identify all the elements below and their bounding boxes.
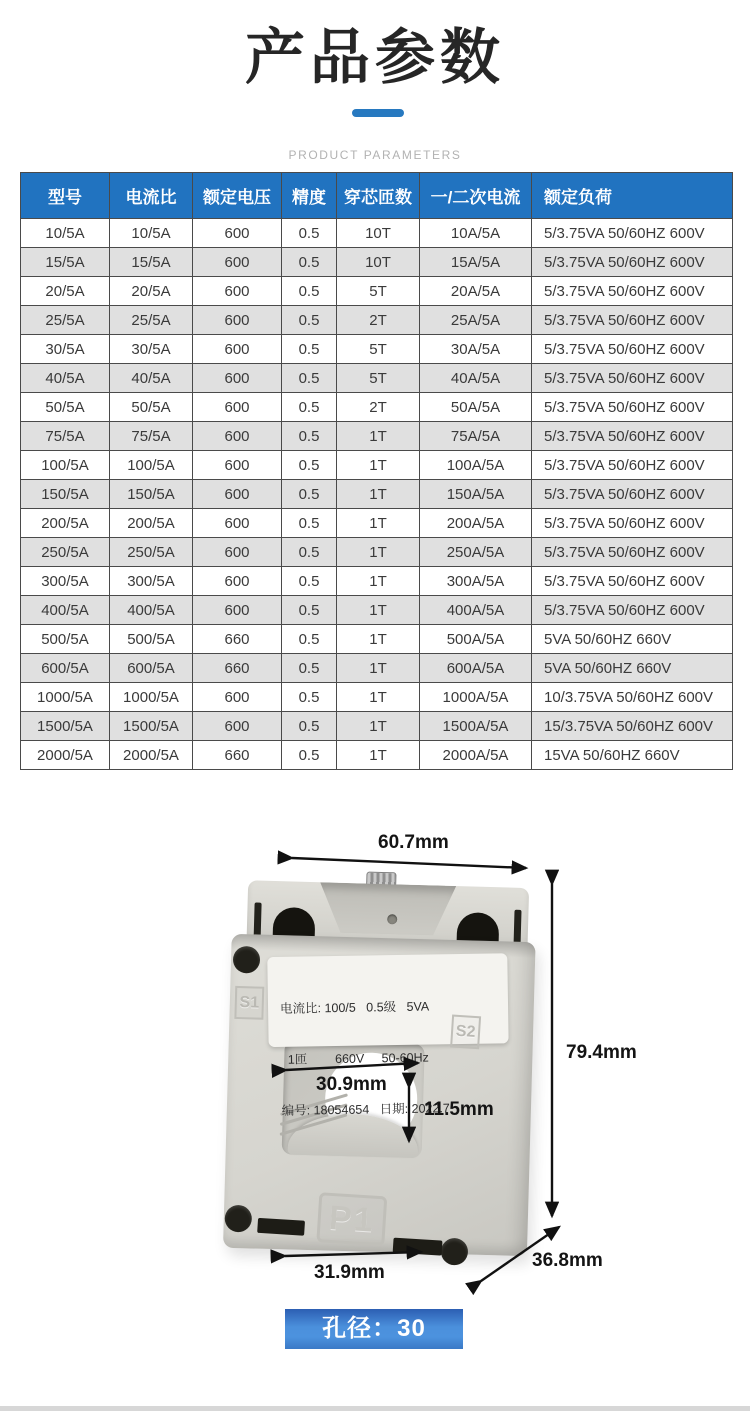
table-cell: 0.5 bbox=[282, 248, 337, 277]
table-cell: 660 bbox=[193, 625, 282, 654]
table-cell: 0.5 bbox=[282, 741, 337, 770]
table-cell: 150A/5A bbox=[420, 480, 532, 509]
dim-depth: 36.8mm bbox=[532, 1250, 603, 1271]
table-cell: 0.5 bbox=[282, 364, 337, 393]
table-cell: 250/5A bbox=[110, 538, 193, 567]
table-cell: 500/5A bbox=[21, 625, 110, 654]
table-cell: 0.5 bbox=[282, 654, 337, 683]
table-cell: 250A/5A bbox=[420, 538, 532, 567]
table-cell: 600 bbox=[193, 277, 282, 306]
table-cell: 0.5 bbox=[282, 422, 337, 451]
table-cell: 600 bbox=[193, 509, 282, 538]
table-cell: 5/3.75VA 50/60HZ 600V bbox=[532, 248, 733, 277]
table-cell: 75/5A bbox=[21, 422, 110, 451]
terminal-marking-s2: S2 bbox=[450, 1014, 481, 1049]
table-cell: 660 bbox=[193, 741, 282, 770]
dim-hole-height: 11.5mm bbox=[424, 1099, 494, 1120]
table-cell: 75A/5A bbox=[420, 422, 532, 451]
table-cell: 600 bbox=[193, 364, 282, 393]
table-cell: 15/5A bbox=[21, 248, 110, 277]
table-cell: 150/5A bbox=[21, 480, 110, 509]
table-cell: 5/3.75VA 50/60HZ 600V bbox=[532, 364, 733, 393]
page-title: 产品参数 bbox=[245, 24, 505, 91]
table-cell: 15A/5A bbox=[420, 248, 532, 277]
table-cell: 300/5A bbox=[21, 567, 110, 596]
table-row bbox=[21, 538, 733, 567]
table-row bbox=[21, 277, 733, 306]
table-cell: 0.5 bbox=[282, 625, 337, 654]
table-cell: 1T bbox=[337, 509, 420, 538]
product-figure bbox=[0, 810, 750, 1370]
table-cell: 10A/5A bbox=[420, 219, 532, 248]
table-cell: 0.5 bbox=[282, 480, 337, 509]
table-cell: 1000/5A bbox=[21, 683, 110, 712]
table-cell: 40/5A bbox=[110, 364, 193, 393]
table-cell: 500/5A bbox=[110, 625, 193, 654]
table-cell: 5/3.75VA 50/60HZ 600V bbox=[532, 422, 733, 451]
page-subtitle: PRODUCT PARAMETERS bbox=[288, 148, 462, 162]
table-row bbox=[21, 567, 733, 596]
table-cell: 10T bbox=[337, 248, 420, 277]
table-cell: 10/3.75VA 50/60HZ 600V bbox=[532, 683, 733, 712]
header-cell: 额定电压 bbox=[193, 173, 282, 219]
table-cell: 2000/5A bbox=[110, 741, 193, 770]
table-cell: 660 bbox=[193, 654, 282, 683]
terminal-marking-p1: P1 bbox=[316, 1192, 387, 1246]
table-cell: 600 bbox=[193, 219, 282, 248]
spec-table bbox=[20, 172, 733, 770]
table-cell: 5VA 50/60HZ 660V bbox=[532, 654, 733, 683]
table-cell: 15/3.75VA 50/60HZ 600V bbox=[532, 712, 733, 741]
table-cell: 40A/5A bbox=[420, 364, 532, 393]
header-cell: 电流比 bbox=[110, 173, 193, 219]
table-cell: 5T bbox=[337, 364, 420, 393]
table-cell: 1000/5A bbox=[110, 683, 193, 712]
table-cell: 10/5A bbox=[21, 219, 110, 248]
table-cell: 600 bbox=[193, 422, 282, 451]
header-cell: 型号 bbox=[21, 173, 110, 219]
table-cell: 50A/5A bbox=[420, 393, 532, 422]
table-cell: 600 bbox=[193, 567, 282, 596]
table-cell: 5/3.75VA 50/60HZ 600V bbox=[532, 538, 733, 567]
table-row bbox=[21, 712, 733, 741]
table-cell: 2T bbox=[337, 393, 420, 422]
spec-table-wrap bbox=[20, 172, 732, 770]
table-cell: 500A/5A bbox=[420, 625, 532, 654]
table-cell: 600 bbox=[193, 306, 282, 335]
table-row bbox=[21, 596, 733, 625]
table-cell: 2000A/5A bbox=[420, 741, 532, 770]
table-cell: 300A/5A bbox=[420, 567, 532, 596]
dim-height: 79.4mm bbox=[566, 1042, 637, 1063]
bottom-slot-left bbox=[257, 1218, 305, 1236]
table-cell: 5/3.75VA 50/60HZ 600V bbox=[532, 219, 733, 248]
table-cell: 400A/5A bbox=[420, 596, 532, 625]
table-cell: 30/5A bbox=[21, 335, 110, 364]
table-cell: 100/5A bbox=[110, 451, 193, 480]
table-cell: 15VA 50/60HZ 660V bbox=[532, 741, 733, 770]
rating-label-line1: 电流比: 100/5 0.5级 5VA bbox=[279, 999, 430, 1016]
table-cell: 50/5A bbox=[110, 393, 193, 422]
cap-recess bbox=[319, 882, 456, 936]
table-cell: 25A/5A bbox=[420, 306, 532, 335]
table-cell: 1T bbox=[337, 625, 420, 654]
table-row bbox=[21, 625, 733, 654]
table-cell: 200/5A bbox=[110, 509, 193, 538]
table-cell: 10T bbox=[337, 219, 420, 248]
table-row bbox=[21, 335, 733, 364]
table-cell: 0.5 bbox=[282, 335, 337, 364]
table-cell: 5/3.75VA 50/60HZ 600V bbox=[532, 567, 733, 596]
table-cell: 1T bbox=[337, 538, 420, 567]
bottom-slot-right bbox=[393, 1238, 443, 1256]
table-cell: 150/5A bbox=[110, 480, 193, 509]
table-row bbox=[21, 741, 733, 770]
table-cell: 1T bbox=[337, 451, 420, 480]
dim-slot-width: 31.9mm bbox=[314, 1262, 385, 1283]
table-row bbox=[21, 364, 733, 393]
table-cell: 0.5 bbox=[282, 596, 337, 625]
table-row bbox=[21, 422, 733, 451]
table-cell: 200A/5A bbox=[420, 509, 532, 538]
table-row bbox=[21, 509, 733, 538]
table-cell: 75/5A bbox=[110, 422, 193, 451]
table-cell: 1T bbox=[337, 480, 420, 509]
table-cell: 5/3.75VA 50/60HZ 600V bbox=[532, 393, 733, 422]
table-cell: 5/3.75VA 50/60HZ 600V bbox=[532, 335, 733, 364]
table-cell: 5T bbox=[337, 335, 420, 364]
table-row bbox=[21, 451, 733, 480]
table-cell: 30/5A bbox=[110, 335, 193, 364]
table-cell: 40/5A bbox=[21, 364, 110, 393]
rating-label-line2: 1匝 660V 50-60Hz bbox=[280, 1050, 429, 1067]
table-cell: 2T bbox=[337, 306, 420, 335]
header-cell: 一/二次电流 bbox=[420, 173, 532, 219]
table-cell: 600 bbox=[193, 451, 282, 480]
table-cell: 600/5A bbox=[110, 654, 193, 683]
table-cell: 0.5 bbox=[282, 451, 337, 480]
table-row bbox=[21, 480, 733, 509]
table-cell: 0.5 bbox=[282, 219, 337, 248]
table-cell: 5/3.75VA 50/60HZ 600V bbox=[532, 509, 733, 538]
table-row bbox=[21, 219, 733, 248]
table-cell: 200/5A bbox=[21, 509, 110, 538]
table-cell: 400/5A bbox=[21, 596, 110, 625]
table-cell: 2000/5A bbox=[21, 741, 110, 770]
table-row bbox=[21, 654, 733, 683]
table-cell: 100/5A bbox=[21, 451, 110, 480]
table-row bbox=[21, 248, 733, 277]
table-cell: 1T bbox=[337, 567, 420, 596]
table-cell: 10/5A bbox=[110, 219, 193, 248]
table-cell: 0.5 bbox=[282, 683, 337, 712]
table-cell: 1T bbox=[337, 712, 420, 741]
table-cell: 5/3.75VA 50/60HZ 600V bbox=[532, 480, 733, 509]
table-cell: 300/5A bbox=[110, 567, 193, 596]
table-cell: 5/3.75VA 50/60HZ 600V bbox=[532, 306, 733, 335]
table-cell: 1T bbox=[337, 596, 420, 625]
table-cell: 600 bbox=[193, 683, 282, 712]
table-cell: 600A/5A bbox=[420, 654, 532, 683]
table-cell: 5/3.75VA 50/60HZ 600V bbox=[532, 596, 733, 625]
table-cell: 1T bbox=[337, 741, 420, 770]
table-cell: 0.5 bbox=[282, 509, 337, 538]
table-cell: 25/5A bbox=[110, 306, 193, 335]
table-cell: 0.5 bbox=[282, 277, 337, 306]
table-cell: 600/5A bbox=[21, 654, 110, 683]
table-row bbox=[21, 306, 733, 335]
table-cell: 1T bbox=[337, 422, 420, 451]
table-cell: 5/3.75VA 50/60HZ 600V bbox=[532, 277, 733, 306]
table-cell: 25/5A bbox=[21, 306, 110, 335]
table-cell: 250/5A bbox=[21, 538, 110, 567]
table-cell: 0.5 bbox=[282, 306, 337, 335]
table-cell: 1T bbox=[337, 654, 420, 683]
table-cell: 30A/5A bbox=[420, 335, 532, 364]
table-cell: 15/5A bbox=[110, 248, 193, 277]
hole-diameter-badge: 孔径：30 bbox=[285, 1309, 463, 1349]
table-cell: 600 bbox=[193, 393, 282, 422]
spec-table-body bbox=[21, 219, 733, 770]
dim-hole-width: 30.9mm bbox=[316, 1074, 387, 1095]
table-cell: 600 bbox=[193, 538, 282, 567]
table-cell: 600 bbox=[193, 248, 282, 277]
table-cell: 5/3.75VA 50/60HZ 600V bbox=[532, 451, 733, 480]
table-cell: 1T bbox=[337, 683, 420, 712]
table-cell: 0.5 bbox=[282, 538, 337, 567]
table-cell: 20/5A bbox=[110, 277, 193, 306]
rating-label-line3: 编号: 18054654 日期: 2022.7 bbox=[281, 1101, 450, 1118]
table-cell: 1500/5A bbox=[110, 712, 193, 741]
table-cell: 100A/5A bbox=[420, 451, 532, 480]
terminal-marking-s1: S1 bbox=[234, 986, 264, 1020]
table-cell: 600 bbox=[193, 712, 282, 741]
table-cell: 1000A/5A bbox=[420, 683, 532, 712]
table-cell: 600 bbox=[193, 480, 282, 509]
mount-hole-bottom-right bbox=[441, 1238, 469, 1266]
table-cell: 400/5A bbox=[110, 596, 193, 625]
table-cell: 50/5A bbox=[21, 393, 110, 422]
table-cell: 600 bbox=[193, 596, 282, 625]
title-accent-dash bbox=[352, 109, 404, 117]
table-row bbox=[21, 393, 733, 422]
dim-top-width: 60.7mm bbox=[378, 832, 449, 853]
header-cell: 精度 bbox=[282, 173, 337, 219]
page-bottom-divider bbox=[0, 1406, 750, 1411]
table-cell: 1500/5A bbox=[21, 712, 110, 741]
table-cell: 5T bbox=[337, 277, 420, 306]
table-cell: 0.5 bbox=[282, 712, 337, 741]
table-cell: 20A/5A bbox=[420, 277, 532, 306]
table-cell: 20/5A bbox=[21, 277, 110, 306]
table-cell: 0.5 bbox=[282, 393, 337, 422]
table-cell: 600 bbox=[193, 335, 282, 364]
table-cell: 5VA 50/60HZ 660V bbox=[532, 625, 733, 654]
table-row bbox=[21, 683, 733, 712]
spec-table-head bbox=[21, 173, 733, 219]
table-cell: 1500A/5A bbox=[420, 712, 532, 741]
header-cell: 额定负荷 bbox=[532, 173, 733, 219]
table-cell: 0.5 bbox=[282, 567, 337, 596]
header-cell: 穿芯匝数 bbox=[337, 173, 420, 219]
